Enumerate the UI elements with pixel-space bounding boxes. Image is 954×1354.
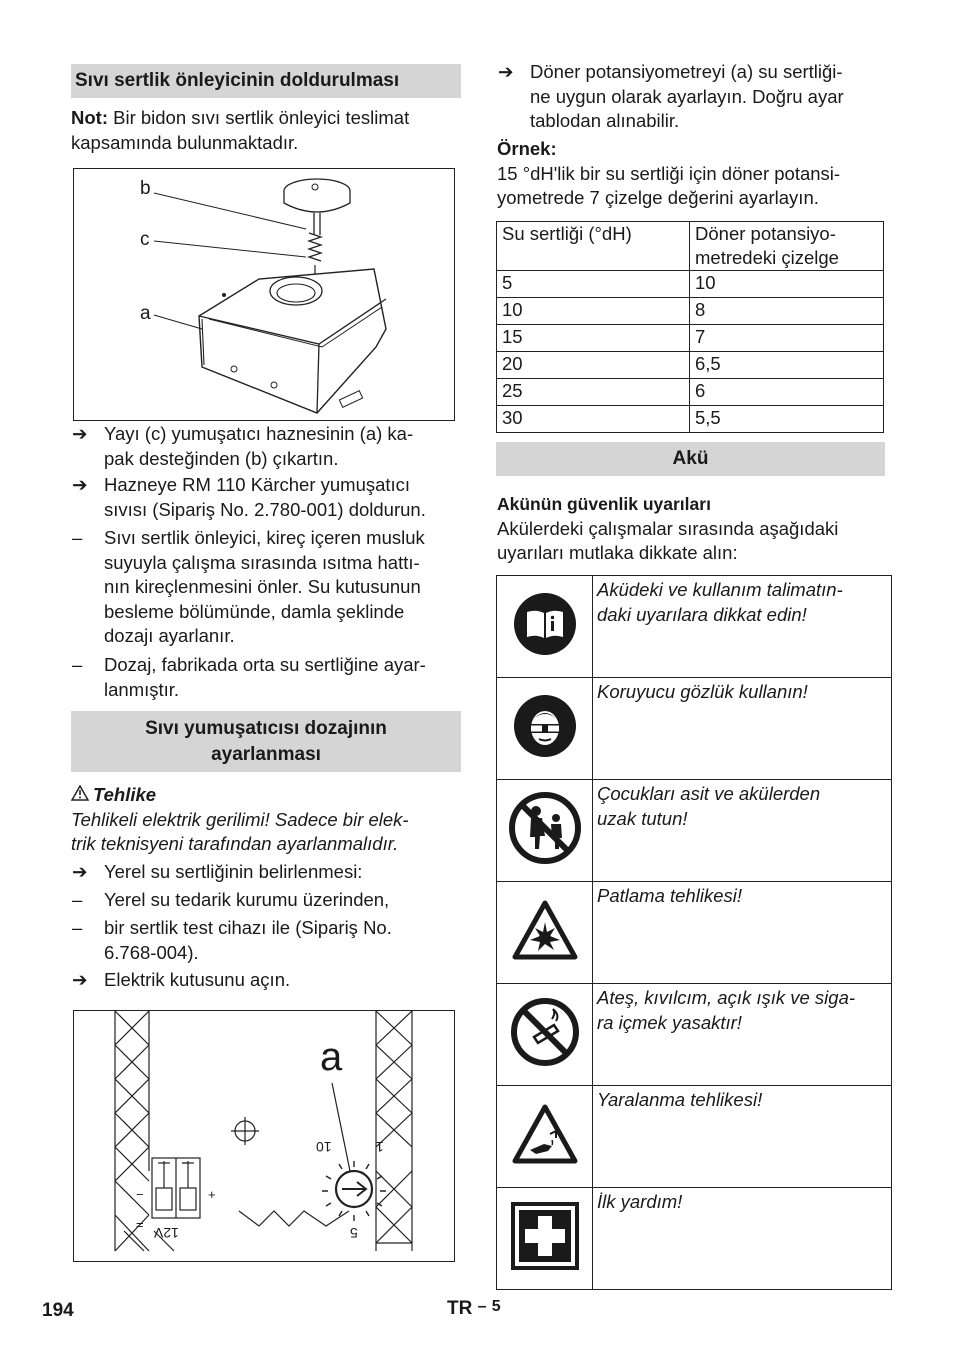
no-children-icon <box>497 780 593 882</box>
list-item <box>72 916 462 966</box>
list-item <box>72 968 462 993</box>
hardness-table <box>496 221 884 433</box>
warning-triangle-icon <box>71 783 93 808</box>
warning-text: Koruyucu gözlük kullanın! <box>593 678 892 780</box>
note-label: Not: <box>71 107 108 128</box>
table-row <box>497 325 884 352</box>
voltage-label: 12V <box>154 1225 179 1241</box>
list-item <box>72 422 462 472</box>
list-item <box>72 888 462 913</box>
section-heading-fill <box>496 442 885 476</box>
table-row <box>497 780 892 882</box>
warning-text: Aküdeki ve kullanım talimatın- daki uyarılara dikkat edin! <box>593 576 892 678</box>
danger-text-line: trik teknisyeni tarafından ayarlanmalıdır. <box>71 833 399 854</box>
list-text: Döner potansiyometreyi (a) su sertliği- ne uygun olarak ayarlayın. Doğru ayar tablodan alınabilir. <box>530 61 844 131</box>
dash-marker: – <box>72 889 83 910</box>
table-row <box>497 678 892 780</box>
list-text: Yerel su tedarik kurumu üzerinden, <box>104 889 390 910</box>
injury-icon <box>497 1086 593 1188</box>
dash-marker: – <box>72 527 83 548</box>
goggles-icon <box>497 678 593 780</box>
section-heading-fill <box>71 711 461 772</box>
footer-section-number: 5 <box>491 1298 501 1315</box>
list-text: Dozaj, fabrikada orta su sertliğine ayar- lanmıştır. <box>104 654 426 700</box>
no-fire-icon <box>497 984 593 1086</box>
table-cell: 30 <box>497 406 690 433</box>
table-cell: 6,5 <box>690 352 884 379</box>
arrow-marker: ➔ <box>72 474 88 495</box>
list-text: Hazneye RM 110 Kärcher yumuşatıcı sıvısı (Sipariş No. 2.780-001) doldurun. <box>104 474 426 520</box>
example-text-line: 15 °dH'lik bir su sertliği için döner potansi- <box>497 162 841 184</box>
arrow-marker: ➔ <box>72 969 88 990</box>
table-header-cell: Döner potansiyo- metredeki çizelge <box>690 222 884 271</box>
table-cell: 5,5 <box>690 406 884 433</box>
table-header-cell: Su sertliği (°dH) <box>497 222 690 271</box>
table-row <box>497 352 884 379</box>
footer-lang: TR <box>447 1298 473 1319</box>
list-item <box>72 653 462 703</box>
list-item <box>72 473 462 523</box>
eq-label: = <box>136 1217 144 1232</box>
table-cell: 7 <box>690 325 884 352</box>
plus-label: + <box>208 1187 216 1202</box>
softener-tank-figure <box>73 168 455 421</box>
section-heading-fill <box>71 64 461 98</box>
list-text: Yerel su sertliğinin belirlenmesi: <box>104 861 363 882</box>
note-text-line: kapsamında bulunmaktadır. <box>71 131 299 153</box>
table-cell: 6 <box>690 379 884 406</box>
explosion-icon <box>497 882 593 984</box>
section-heading-text: Akü <box>672 448 709 469</box>
table-row <box>497 984 892 1086</box>
label-b: b <box>140 178 151 199</box>
warning-text: İlk yardım! <box>593 1188 892 1290</box>
example-paragraph <box>497 137 887 211</box>
minus-label: − <box>136 1187 144 1202</box>
danger-block <box>71 783 461 857</box>
first-aid-icon <box>497 1188 593 1290</box>
table-cell: 8 <box>690 298 884 325</box>
softener-tank-drawing <box>74 169 454 420</box>
warning-text: Patlama tehlikesi! <box>593 882 892 984</box>
manual-book-icon <box>497 576 593 678</box>
danger-text-line: Tehlikeli elektrik gerilimi! Sadece bir elek- <box>71 808 409 830</box>
table-cell: 25 <box>497 379 690 406</box>
electric-box-figure <box>73 1010 455 1262</box>
table-cell: 10 <box>690 271 884 298</box>
list-item <box>72 526 462 651</box>
intro-text-line: uyarıları mutlaka dikkate alın: <box>497 542 738 563</box>
example-text-line: yometrede 7 çizelge değerini ayarlayın. <box>497 187 819 208</box>
subheading: Akünün güvenlik uyarıları <box>497 494 711 514</box>
scale-bottom-label: 5 <box>350 1225 358 1241</box>
table-row <box>497 1086 892 1188</box>
list-text: Elektrik kutusunu açın. <box>104 969 291 990</box>
table-row <box>497 298 884 325</box>
battery-intro <box>497 492 887 566</box>
intro-text-line: Akülerdeki çalışmalar sırasında aşağıdaki <box>497 517 839 539</box>
table-cell: 10 <box>497 298 690 325</box>
page-number: 194 <box>42 1300 74 1321</box>
warning-text: Ateş, kıvılcım, açık ışık ve siga- ra içmek yasaktır! <box>593 984 892 1086</box>
list-text: Yayı (c) yumuşatıcı haznesinin (a) ka- pak desteğinden (b) çıkartın. <box>104 423 414 469</box>
table-row <box>497 576 892 678</box>
list-item <box>498 60 888 135</box>
table-row <box>497 271 884 298</box>
section-heading-text: Sıvı sertlik önleyicinin doldurulması <box>75 70 400 91</box>
arrow-marker: ➔ <box>72 423 88 444</box>
table-row <box>497 1188 892 1290</box>
note-text-line: Bir bidon sıvı sertlik önleyici teslimat <box>107 107 410 128</box>
table-header-row <box>497 222 884 271</box>
arrow-marker: ➔ <box>498 61 514 82</box>
table-row <box>497 882 892 984</box>
label-c: c <box>140 229 150 250</box>
scale-left-label: 10 <box>316 1139 332 1155</box>
electric-box-drawing <box>74 1011 454 1261</box>
section-heading-text: Sıvı yumuşatıcısı dozajının ayarlanması <box>145 718 387 765</box>
warning-text: Yaralanma tehlikesi! <box>593 1086 892 1188</box>
list-text: bir sertlik test cihazı ile (Sipariş No. 6.768-004). <box>104 917 392 963</box>
table-cell: 5 <box>497 271 690 298</box>
footer-section <box>447 1298 501 1320</box>
table-row <box>497 379 884 406</box>
dash-marker: – <box>72 917 83 938</box>
list-text: Sıvı sertlik önleyici, kireç içeren musluk suyuyla çalışma sırasında ısıtma hattı- nın kireçlenmesini önler. Su kutusunun besleme bölümünde, damla şeklinde dozajı ayarlanır. <box>104 527 425 646</box>
dash-marker: – <box>72 654 83 675</box>
scale-right-label: 1 <box>376 1139 384 1155</box>
arrow-marker: ➔ <box>72 861 88 882</box>
warning-text: Çocukları asit ve akülerden uzak tutun! <box>593 780 892 882</box>
list-item <box>72 860 462 885</box>
table-row <box>497 406 884 433</box>
danger-label: Tehlike <box>93 784 157 805</box>
footer-dash: – <box>477 1298 487 1315</box>
label-a: a <box>140 303 151 324</box>
note-paragraph <box>71 106 461 155</box>
table-cell: 20 <box>497 352 690 379</box>
example-label: Örnek: <box>497 138 557 159</box>
warning-table <box>496 575 892 1290</box>
table-cell: 15 <box>497 325 690 352</box>
label-a-large: a <box>320 1035 343 1079</box>
